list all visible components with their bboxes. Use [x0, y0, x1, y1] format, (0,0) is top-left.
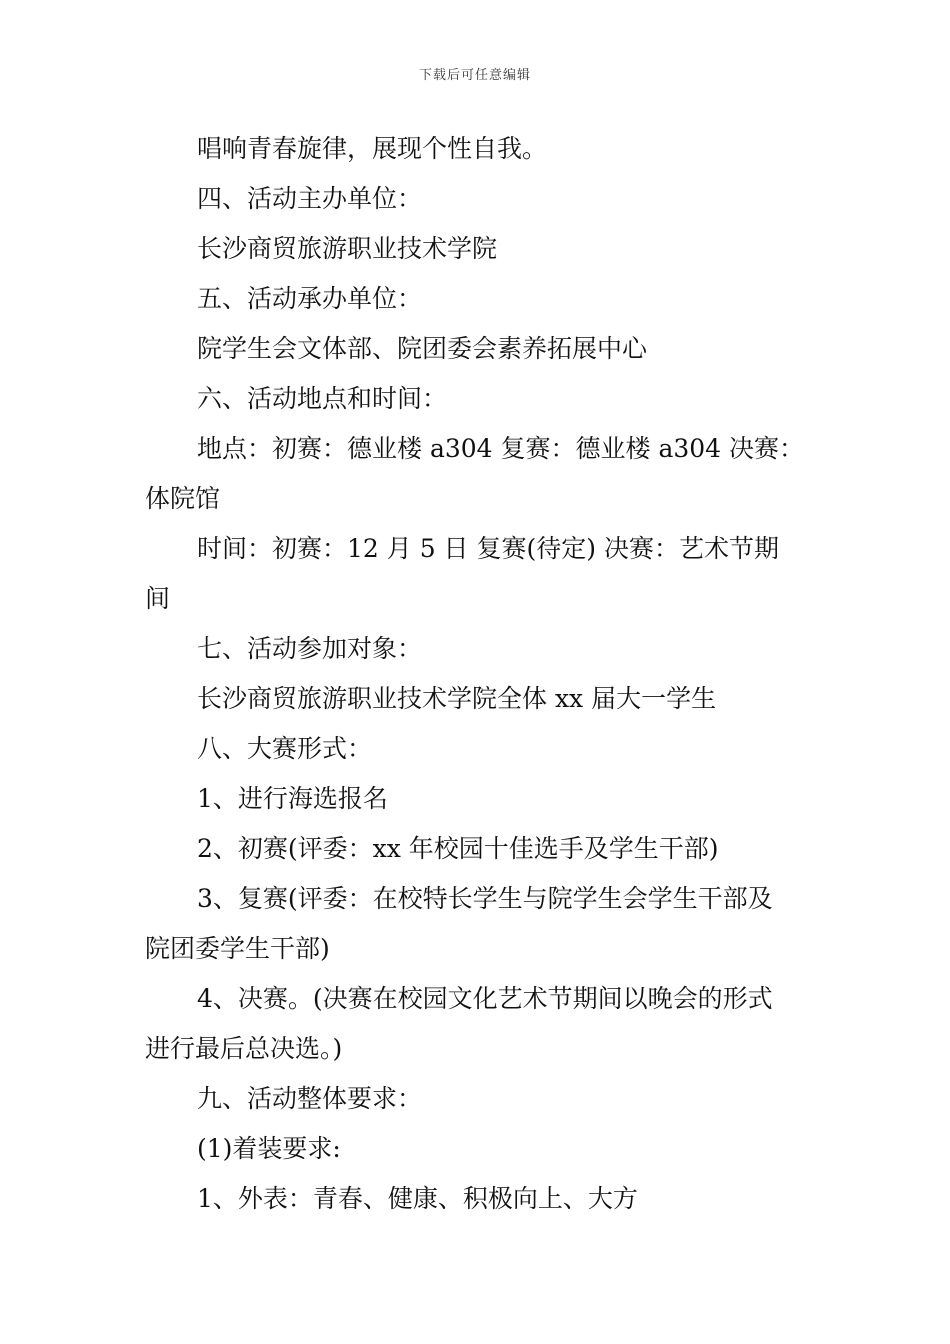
paragraph-line: 院学生会文体部、院团委会素养拓展中心: [197, 334, 648, 363]
list-item: 1、外表：青春、健康、积极向上、大方: [197, 1184, 638, 1213]
list-item-continuation: 院团委学生干部): [145, 934, 330, 963]
paragraph-line: 唱响青春旋律，展现个性自我。: [197, 134, 548, 163]
section-heading: 六、活动地点和时间：: [197, 384, 448, 413]
list-item: 1、进行海选报名: [197, 784, 388, 813]
section-heading: 五、活动承办单位：: [197, 284, 423, 313]
list-item: 2、初赛(评委：xx 年校园十佳选手及学生干部): [197, 834, 719, 863]
paragraph-line: 长沙商贸旅游职业技术学院全体 xx 届大一学生: [197, 684, 717, 713]
section-heading: 九、活动整体要求：: [197, 1084, 423, 1113]
subsection-heading: (1)着装要求:: [197, 1134, 341, 1163]
paragraph-line: 长沙商贸旅游职业技术学院: [197, 234, 498, 263]
list-item: 3、复赛(评委：在校特长学生与院学生会学生干部及: [197, 884, 773, 913]
paragraph-line: 间: [145, 584, 171, 613]
paragraph-line: 地点：初赛：德业楼 a304 复赛：德业楼 a304 决赛：: [197, 434, 805, 463]
section-heading: 七、活动参加对象：: [197, 634, 423, 663]
document-body: [145, 124, 810, 1224]
list-item: 4、决赛。(决赛在校园文化艺术节期间以晚会的形式: [197, 984, 773, 1013]
page-header: 下载后可任意编辑: [418, 68, 531, 83]
paragraph-line: 体院馆: [145, 484, 221, 513]
section-heading: 四、活动主办单位：: [197, 184, 423, 213]
section-heading: 八、大赛形式：: [197, 734, 373, 763]
paragraph-line: 时间：初赛：12 月 5 日 复赛(待定) 决赛：艺术节期: [197, 534, 779, 563]
list-item-continuation: 进行最后总决选。): [145, 1034, 343, 1063]
